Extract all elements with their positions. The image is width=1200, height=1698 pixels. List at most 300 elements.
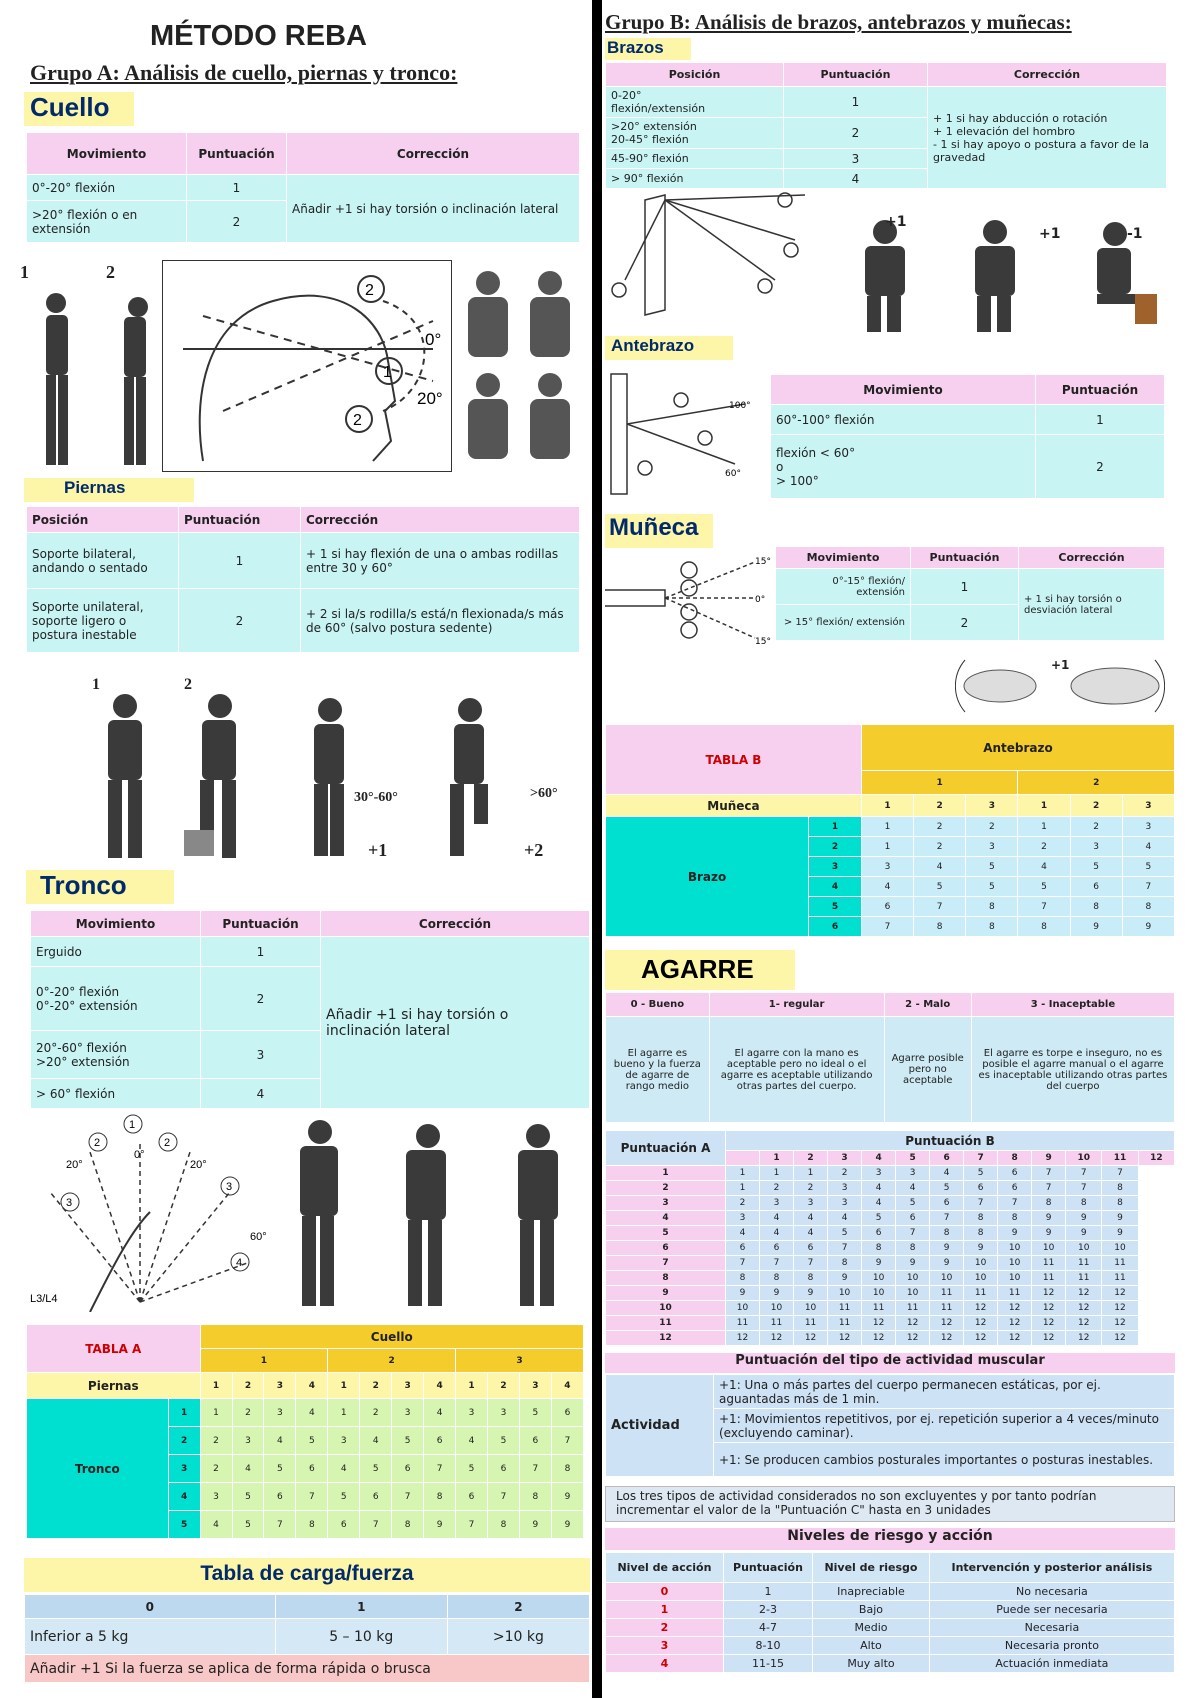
table-cell: 3	[861, 857, 913, 877]
table-row	[606, 1331, 1175, 1346]
table-cell: 6	[809, 917, 862, 937]
table-cell: 10	[896, 1286, 930, 1301]
table-cell: 5	[964, 1166, 998, 1181]
table-cell: 12	[862, 1316, 896, 1331]
table-cell: 3	[1070, 837, 1122, 857]
col-header: Movimiento	[776, 547, 911, 569]
table-row	[606, 1166, 1175, 1181]
table-cell: 7	[264, 1511, 296, 1539]
table-cell: 60°-100° flexión	[771, 405, 1036, 435]
table-cell: 5	[328, 1483, 360, 1511]
table-cell: 2	[760, 1181, 794, 1196]
angle-label: 0°	[134, 1149, 145, 1161]
table-cell: 8	[392, 1511, 424, 1539]
table-cell: 0°-20° flexión 0°-20° extensión	[31, 967, 201, 1031]
table-row	[606, 1637, 1175, 1655]
carga-col: 2	[447, 1595, 589, 1619]
table-cell: 5	[168, 1511, 200, 1539]
table-cell: El agarre con la mano es aceptable pero no ideal o el agarre es aceptable utilizando otras partes del cuerpo.	[709, 1017, 884, 1123]
table-row	[27, 1399, 584, 1427]
table-cell: 8	[1066, 1196, 1102, 1211]
table-cell: 4	[606, 1211, 726, 1226]
table-cell: El agarre es bueno y la fuerza de agarre de rango medio	[606, 1017, 710, 1123]
cuello-val: 1	[200, 1349, 328, 1373]
table-cell: 4	[861, 877, 913, 897]
table-cell: 9	[828, 1271, 862, 1286]
table-cell: 11	[1102, 1151, 1138, 1166]
table-row	[606, 1181, 1175, 1196]
table-cell: 12	[1066, 1286, 1102, 1301]
table-cell: 8	[964, 1211, 998, 1226]
table-cell: 4	[296, 1399, 328, 1427]
table-cell: 12	[1066, 1316, 1102, 1331]
table-cell: 5	[828, 1226, 862, 1241]
table-cell: 9	[964, 1241, 998, 1256]
col-header: Intervención y posterior análisis	[929, 1553, 1174, 1583]
table-cell: 20°-60° flexión >20° extensión	[31, 1031, 201, 1079]
table-cell: 6	[519, 1427, 551, 1455]
table-cell: 5	[232, 1511, 264, 1539]
table-cell: 0	[606, 1583, 724, 1601]
table-cell: 1	[784, 87, 928, 118]
col-header: Puntuación	[187, 133, 287, 175]
table-cell: 2	[784, 118, 928, 149]
table-cell: 6	[862, 1226, 896, 1241]
table-cell: 11	[862, 1301, 896, 1316]
table-cell: 2	[914, 795, 966, 817]
table-cell: 10	[760, 1301, 794, 1316]
table-cell: Puede ser necesaria	[929, 1601, 1174, 1619]
table-cell: 10	[1102, 1241, 1138, 1256]
plus-label: +1	[368, 840, 388, 860]
riesgo-table	[605, 1552, 1175, 1673]
angle-label: >60°	[530, 786, 558, 801]
cuello-header: Cuello	[200, 1325, 583, 1349]
antebrazo-val: 2	[1018, 771, 1175, 795]
table-cell: 10	[1066, 1151, 1102, 1166]
table-cell: 3	[784, 149, 928, 169]
table-cell: > 90° flexión	[606, 169, 784, 189]
col-header: Puntuación	[911, 547, 1019, 569]
table-cell: 9	[1066, 1226, 1102, 1241]
table-cell: 4	[828, 1211, 862, 1226]
col-header: Corrección	[301, 507, 580, 533]
wrist-diagram	[605, 550, 775, 650]
table-cell: 9	[1032, 1226, 1066, 1241]
table-cell: 5	[296, 1427, 328, 1455]
table-cell: 7	[794, 1256, 828, 1271]
antebrazo-table	[770, 374, 1165, 499]
table-cell: 5	[966, 857, 1018, 877]
table-cell: 5	[392, 1427, 424, 1455]
table-cell: 0°-20° flexión	[27, 175, 187, 201]
angle-label: 20°	[190, 1159, 207, 1171]
circ-label: 4	[236, 1257, 243, 1269]
table-cell: 2	[1070, 795, 1122, 817]
table-cell: 5	[360, 1455, 392, 1483]
table-cell: 6	[488, 1455, 520, 1483]
plus-label: +2	[524, 840, 544, 860]
table-cell: 5	[456, 1455, 488, 1483]
muneca-label: Muñeca	[605, 514, 713, 548]
table-cell: 3	[966, 837, 1018, 857]
table-cell: 6	[760, 1241, 794, 1256]
table-cell: Soporte unilateral, soporte ligero o postura inestable	[27, 589, 179, 653]
table-cell: 1	[606, 1601, 724, 1619]
table-cell: 5	[930, 1181, 964, 1196]
table-cell: 2	[914, 817, 966, 837]
table-cell: 5	[1070, 857, 1122, 877]
table-cell: 4	[794, 1226, 828, 1241]
table-cell: 4	[360, 1427, 392, 1455]
table-cell: 6	[726, 1241, 760, 1256]
col-header: Movimiento	[771, 375, 1036, 405]
table-cell: 11	[964, 1286, 998, 1301]
table-cell: 12	[1032, 1316, 1066, 1331]
table-cell: 1	[1036, 405, 1165, 435]
antebrazo-val: 1	[861, 771, 1017, 795]
table-cell: 8	[296, 1511, 328, 1539]
table-cell: 7	[551, 1427, 583, 1455]
table-cell: 8	[964, 1226, 998, 1241]
col-header: Puntuación	[201, 911, 321, 937]
table-cell: 1	[861, 837, 913, 857]
piernas-label: Piernas	[24, 478, 194, 502]
table-cell: Medio	[813, 1619, 930, 1637]
table-cell: 4	[784, 169, 928, 189]
table-cell: 1	[328, 1399, 360, 1427]
table-cell: 2	[1018, 837, 1070, 857]
table-cell: 11	[998, 1286, 1032, 1301]
table-cell: 2-3	[723, 1601, 812, 1619]
table-cell: 7	[1122, 877, 1174, 897]
col-header: Corrección	[928, 63, 1167, 87]
col-header: Nivel de riesgo	[813, 1553, 930, 1583]
col-header: Puntuación	[784, 63, 928, 87]
table-cell: 4	[328, 1455, 360, 1483]
angle-label: 60°	[250, 1231, 267, 1243]
table-cell: 12	[1102, 1286, 1138, 1301]
table-cell: 3	[392, 1399, 424, 1427]
actividad-note: Los tres tipos de actividad considerados no son excluyentes y por tanto podrían incrementar el valor de la "Puntuación C" hasta en 3 unidades	[605, 1486, 1175, 1522]
table-cell: 11	[794, 1316, 828, 1331]
table-cell: 10	[998, 1241, 1032, 1256]
puntuacion-b-label: Puntuación B	[726, 1131, 1175, 1151]
table-row	[606, 1241, 1175, 1256]
table-cell: 4	[914, 857, 966, 877]
table-cell: 8	[1102, 1181, 1138, 1196]
carga-col: 0	[25, 1595, 276, 1619]
table-cell: 10	[862, 1271, 896, 1286]
angle-label: 20°	[66, 1159, 83, 1171]
table-cell: 1	[726, 1166, 760, 1181]
table-cell: 7	[964, 1151, 998, 1166]
table-cell: 12	[964, 1331, 998, 1346]
table-cell: 7	[424, 1455, 456, 1483]
table-cell: 7	[296, 1483, 328, 1511]
table-row	[606, 1316, 1175, 1331]
carga-col: 1	[275, 1595, 447, 1619]
table-cell: 4	[551, 1373, 583, 1399]
agarre-label: AGARRE	[605, 950, 795, 990]
table-cell: 6	[328, 1511, 360, 1539]
table-cell: 7	[1032, 1166, 1066, 1181]
table-cell: 7	[488, 1483, 520, 1511]
angle-label: 30°-60°	[354, 790, 398, 805]
col-header: Posición	[27, 507, 179, 533]
table-cell: 5	[914, 877, 966, 897]
table-cell: 7	[998, 1196, 1032, 1211]
table-cell: 8	[726, 1271, 760, 1286]
table-cell: 2	[606, 1181, 726, 1196]
table-cell: 10	[1032, 1241, 1066, 1256]
col-header: Movimiento	[31, 911, 201, 937]
angle-label: 100°	[729, 401, 751, 411]
table-cell: 3	[862, 1166, 896, 1181]
table-cell: 3	[828, 1151, 862, 1166]
table-cell: 5	[809, 897, 862, 917]
table-cell: 7	[930, 1211, 964, 1226]
table-cell: 1	[168, 1399, 200, 1427]
table-cell: 4	[930, 1166, 964, 1181]
table-cell: Necesaria	[929, 1619, 1174, 1637]
brazo-label: Brazo	[606, 817, 809, 937]
muneca-table	[775, 546, 1165, 641]
table-cell: 2	[911, 605, 1019, 641]
table-cell: 6	[896, 1211, 930, 1226]
table-cell: 3	[519, 1373, 551, 1399]
table-cell: 9	[606, 1286, 726, 1301]
table-cell: 4	[264, 1427, 296, 1455]
col-header: Movimiento	[27, 133, 187, 175]
table-cell: 9	[930, 1256, 964, 1271]
table-cell: 12	[1032, 1331, 1066, 1346]
carga-val: Inferior a 5 kg	[25, 1619, 276, 1655]
shoulder-figures	[835, 214, 1165, 334]
table-cell: 12	[998, 1301, 1032, 1316]
table-cell: 9	[998, 1226, 1032, 1241]
table-cell: 12	[998, 1331, 1032, 1346]
table-cell: 3	[200, 1483, 232, 1511]
actividad-item: +1: Movimientos repetitivos, por ej. repetición superior a 4 veces/minuto (excluyendo caminar).	[714, 1409, 1175, 1443]
table-cell: 10	[964, 1271, 998, 1286]
table-row	[606, 1601, 1175, 1619]
table-cell: 12	[896, 1331, 930, 1346]
angle-label: 0°	[755, 595, 766, 605]
table-cell: 3	[794, 1196, 828, 1211]
table-cell: > 15° flexión/ extensión	[776, 605, 911, 641]
table-cell: >20° flexión o en extensión	[27, 201, 187, 243]
table-cell: 12	[896, 1316, 930, 1331]
table-row	[606, 1583, 1175, 1601]
table-cell: >20° extensión 20-45° flexión	[606, 118, 784, 149]
riesgo-title: Niveles de riesgo y acción	[605, 1528, 1175, 1550]
table-cell: 11	[930, 1286, 964, 1301]
table-cell: 6	[998, 1181, 1032, 1196]
table-cell: 3	[1122, 817, 1174, 837]
table-cell: 6	[456, 1483, 488, 1511]
table-cell: 4	[168, 1483, 200, 1511]
table-cell: Bajo	[813, 1601, 930, 1619]
table-cell: 7	[392, 1483, 424, 1511]
table-cell: 7	[914, 897, 966, 917]
neck-diagram	[162, 260, 452, 472]
circ-label: 2	[353, 412, 362, 429]
table-cell: Actuación inmediata	[929, 1655, 1174, 1673]
table-cell: 12	[964, 1316, 998, 1331]
page-title: MÉTODO REBA	[150, 20, 367, 52]
table-cell: 1	[1018, 795, 1070, 817]
table-cell: 3	[1122, 795, 1174, 817]
table-row	[606, 1256, 1175, 1271]
table-cell: 6	[392, 1455, 424, 1483]
table-cell: + 2 si la/s rodilla/s está/n flexionada/s más de 60° (salvo postura sedente)	[301, 589, 580, 653]
table-cell: 1	[456, 1373, 488, 1399]
col-header: Puntuación	[1036, 375, 1165, 405]
table-cell: 7	[828, 1241, 862, 1256]
table-cell: 12	[726, 1331, 760, 1346]
table-cell: 11	[606, 1316, 726, 1331]
table-row	[606, 1655, 1175, 1673]
table-cell: 10	[794, 1301, 828, 1316]
shoulder-mark: +1	[885, 214, 907, 230]
table-cell: 11	[896, 1301, 930, 1316]
table-cell: 2	[794, 1181, 828, 1196]
table-cell: 4	[456, 1427, 488, 1455]
table-cell: 3	[726, 1211, 760, 1226]
table-cell: 9	[551, 1483, 583, 1511]
table-cell: 3	[392, 1373, 424, 1399]
table-cell: 11	[1066, 1256, 1102, 1271]
table-cell: 3	[606, 1196, 726, 1211]
table-cell: 11	[1066, 1271, 1102, 1286]
table-cell: 9	[1032, 1151, 1066, 1166]
table-cell: 6	[998, 1166, 1032, 1181]
table-cell: 7	[1102, 1166, 1138, 1181]
fig-number: 2	[106, 262, 115, 282]
table-cell: 2	[232, 1373, 264, 1399]
table-cell: 12	[1032, 1301, 1066, 1316]
table-cell: 2	[966, 817, 1018, 837]
table-cell: flexión < 60° o > 100°	[771, 435, 1036, 499]
table-cell: 8	[914, 917, 966, 937]
table-cell: 8	[424, 1483, 456, 1511]
table-cell: 10	[998, 1256, 1032, 1271]
table-cell: 0-20° flexión/extensión	[606, 87, 784, 118]
table-row	[606, 1196, 1175, 1211]
table-cell: 3	[232, 1427, 264, 1455]
table-cell: 9	[519, 1511, 551, 1539]
table-cell: 1	[861, 817, 913, 837]
circ-label: 1	[129, 1119, 136, 1131]
table-cell: 9	[726, 1286, 760, 1301]
fig-number: 1	[92, 676, 100, 693]
forearm-diagram	[605, 364, 755, 504]
table-cell: 8	[1032, 1196, 1066, 1211]
table-cell: 8	[794, 1271, 828, 1286]
table-cell: 7	[726, 1256, 760, 1271]
tronco-label: Tronco	[26, 870, 174, 904]
table-cell: 4	[896, 1181, 930, 1196]
col-header: Nivel de acción	[606, 1553, 724, 1583]
actividad-item: +1: Se producen cambios posturales importantes o posturas inestables.	[714, 1443, 1175, 1477]
circ-label: 3	[226, 1181, 233, 1193]
cuello-val: 2	[328, 1349, 456, 1373]
table-cell: 3	[201, 1031, 321, 1079]
table-cell: 10	[964, 1256, 998, 1271]
shoulder-mark: -1	[1127, 226, 1143, 242]
table-cell: 8	[760, 1271, 794, 1286]
table-cell: Soporte bilateral, andando o sentado	[27, 533, 179, 589]
antebrazo-header: Antebrazo	[861, 725, 1174, 771]
table-cell: Muy alto	[813, 1655, 930, 1673]
fig-number: 1	[20, 262, 29, 282]
circ-label: 3	[66, 1197, 73, 1209]
circ-label: 2	[164, 1137, 171, 1149]
tabla-b-label: TABLA B	[606, 725, 862, 795]
col-header: 2 - Malo	[884, 993, 971, 1017]
table-row	[606, 1301, 1175, 1316]
table-cell: 8	[998, 1211, 1032, 1226]
table-cell: 11	[930, 1301, 964, 1316]
arm-diagram	[605, 190, 815, 330]
group-b-subtitle: Grupo B: Análisis de brazos, antebrazos y muñecas:	[605, 10, 1072, 34]
table-row	[606, 1211, 1175, 1226]
table-cell: 5	[519, 1399, 551, 1427]
col-header: 1- regular	[709, 993, 884, 1017]
trunk-diagram	[30, 1112, 280, 1312]
table-cell: 2	[809, 837, 862, 857]
fig-number: 2	[184, 676, 192, 693]
col-header: Corrección	[1019, 547, 1165, 569]
table-cell: 6	[964, 1181, 998, 1196]
table-cell: 8	[606, 1271, 726, 1286]
table-cell: 12	[1138, 1151, 1174, 1166]
table-cell: 9	[760, 1286, 794, 1301]
table-cell: 10	[828, 1286, 862, 1301]
table-cell: 6	[930, 1196, 964, 1211]
table-cell: 6	[551, 1399, 583, 1427]
table-cell: 4	[760, 1226, 794, 1241]
carga-table	[24, 1594, 590, 1683]
table-cell: 1	[861, 795, 913, 817]
table-cell: 6	[930, 1151, 964, 1166]
table-cell: 1	[606, 1166, 726, 1181]
table-cell: 2	[360, 1399, 392, 1427]
neck-photos	[456, 265, 584, 471]
table-cell: 12	[606, 1331, 726, 1346]
table-cell: 8	[519, 1483, 551, 1511]
table-cell: 11	[1102, 1271, 1138, 1286]
table-cell: 4	[1122, 837, 1174, 857]
table-cell: 6	[1070, 877, 1122, 897]
table-row	[606, 1286, 1175, 1301]
table-cell: Añadir +1 si hay torsión o inclinación lateral	[321, 937, 590, 1109]
table-cell: 4	[1018, 857, 1070, 877]
table-cell: 1	[726, 1181, 760, 1196]
table-cell: 5	[232, 1483, 264, 1511]
table-cell: El agarre es torpe e inseguro, no es posible el agarre manual o el agarre es inaceptable utilizando otras partes del cuerpo	[971, 1017, 1174, 1123]
actividad-item: +1: Una o más partes del cuerpo permanecen estáticas, por ej. aguantadas más de 1 min.	[714, 1375, 1175, 1409]
col-header: Puntuación	[179, 507, 301, 533]
legs-figures	[80, 690, 540, 860]
table-cell: 2	[726, 1196, 760, 1211]
table-cell: 7	[1066, 1166, 1102, 1181]
table-cell: 9	[551, 1511, 583, 1539]
col-header: 3 - Inaceptable	[971, 993, 1174, 1017]
table-cell: 4	[201, 1079, 321, 1109]
table-cell: 1	[911, 569, 1019, 605]
